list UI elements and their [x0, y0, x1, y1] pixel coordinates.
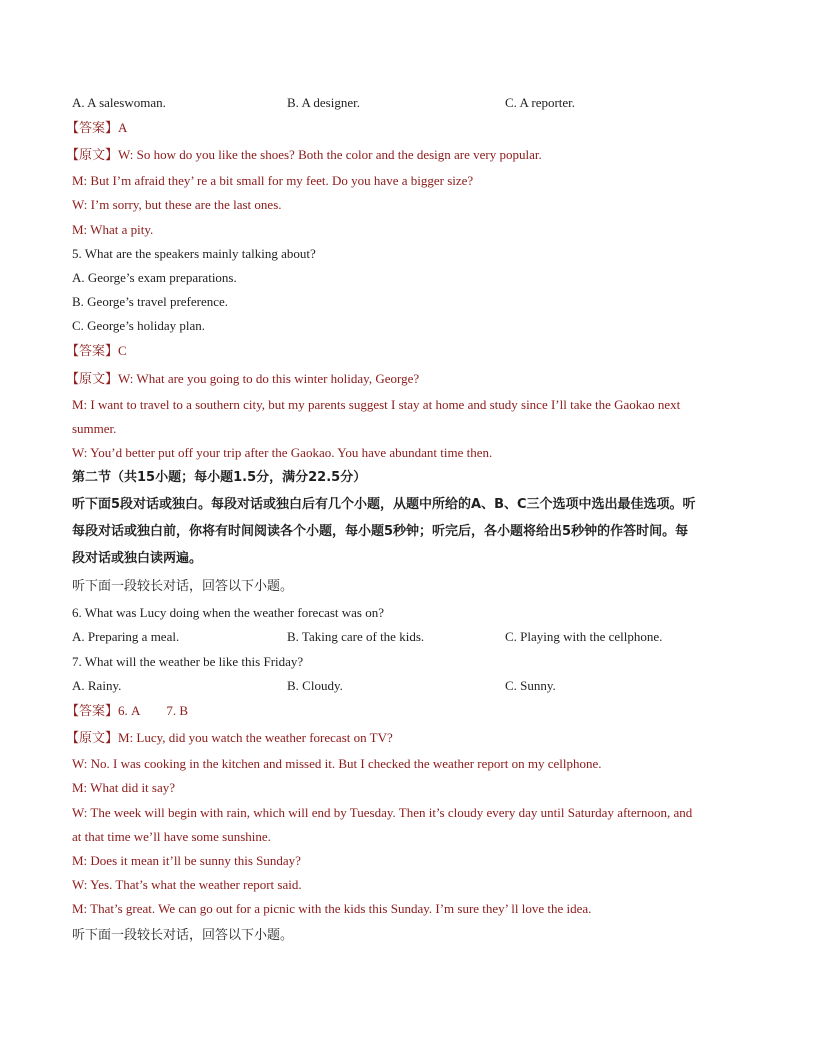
q5-answer — [66, 343, 127, 360]
q5-script-line-2: M: I want to travel to a southern city, but my parents suggest I stay at home and study since I’ll take the Gaokao next — [72, 397, 681, 412]
q5-option-b: B. George’s travel preference. — [72, 294, 229, 309]
answer-value-7: 7. B — [166, 703, 189, 718]
q7-question: 7. What will the weather be like this Friday? — [72, 654, 304, 669]
q6-option-c: C. Playing with the cellphone. — [505, 629, 663, 644]
next-section-prompt: 听下面一段较长对话，回答以下小题。 — [72, 928, 294, 943]
q67-script-line-7: W: Yes. That’s what the weather report said. — [72, 877, 302, 892]
answer-value: C — [118, 343, 127, 358]
q4-option-c: C. A reporter. — [505, 95, 576, 110]
answer-tag: 【答案】 — [66, 344, 119, 359]
q7-option-a: A. Rainy. — [72, 678, 122, 693]
q5-script-line-1 — [66, 371, 419, 388]
q67-answer — [66, 703, 188, 720]
q7-option-c: C. Sunny. — [505, 678, 556, 693]
q4-script-line-2: M: But I’m afraid they’ re a bit small for my feet. Do you have a bigger size? — [72, 173, 474, 188]
section2-prompt: 听下面一段较长对话，回答以下小题。 — [72, 579, 294, 594]
q4-script-line-1 — [66, 147, 542, 164]
q6-question: 6. What was Lucy doing when the weather forecast was on? — [72, 605, 385, 620]
answer-tag: 【答案】 — [66, 121, 119, 136]
script-text: W: So how do you like the shoes? Both the color and the design are very popular. — [118, 147, 542, 162]
script-tag: 【原文】 — [66, 148, 119, 163]
q6-option-b: B. Taking care of the kids. — [287, 629, 425, 644]
section2-instructions-line-3: 段对话或独白读两遍。 — [72, 551, 203, 566]
q4-answer — [66, 120, 127, 137]
q67-script-line-3: M: What did it say? — [72, 780, 176, 795]
q5-script-line-4: W: You’d better put off your trip after the Gaokao. You have abundant time then. — [72, 445, 493, 460]
q67-script-line-1 — [66, 730, 393, 747]
q5-option-a: A. George’s exam preparations. — [72, 270, 237, 285]
script-text: W: What are you going to do this winter holiday, George? — [118, 371, 420, 386]
q4-script-line-3: W: I’m sorry, but these are the last ones. — [72, 197, 282, 212]
q5-question: 5. What are the speakers mainly talking about? — [72, 246, 316, 261]
section2-instructions-line-1: 听下面5段对话或独白。每段对话或独白后有几个小题，从题中所给的A、B、C三个选项中选出最佳选项。听 — [72, 497, 696, 512]
section2-title: 第二节（共15小题；每小题1.5分，满分22.5分） — [72, 470, 367, 485]
section2-instructions-line-2: 每段对话或独白前，你将有时间阅读各个小题，每小题5秒钟；听完后，各小题将给出5秒钟的作答时间。每 — [72, 524, 689, 539]
script-tag: 【原文】 — [66, 731, 119, 746]
q67-script-line-5: at that time we’ll have some sunshine. — [72, 829, 271, 844]
q5-script-line-3: summer. — [72, 421, 117, 436]
q67-script-line-8: M: That’s great. We can go out for a picnic with the kids this Sunday. I’m sure they’ ll love the idea. — [72, 901, 592, 916]
q67-script-line-6: M: Does it mean it’ll be sunny this Sunday? — [72, 853, 301, 868]
q5-option-c: C. George’s holiday plan. — [72, 318, 205, 333]
answer-tag: 【答案】 — [66, 704, 119, 719]
q4-option-a: A. A saleswoman. — [72, 95, 166, 110]
answer-value: A — [118, 120, 128, 135]
q7-option-b: B. Cloudy. — [287, 678, 343, 693]
q67-script-line-2: W: No. I was cooking in the kitchen and missed it. But I checked the weather report on my cellphone. — [72, 756, 602, 771]
script-text: M: Lucy, did you watch the weather forecast on TV? — [118, 730, 393, 745]
q4-script-line-4: M: What a pity. — [72, 222, 154, 237]
q4-option-b: B. A designer. — [287, 95, 360, 110]
q67-script-line-4: W: The week will begin with rain, which will end by Tuesday. Then it’s cloudy every day until Saturday afternoon, and — [72, 805, 693, 820]
q6-option-a: A. Preparing a meal. — [72, 629, 180, 644]
answer-value-6: 6. A — [118, 703, 141, 718]
script-tag: 【原文】 — [66, 372, 119, 387]
